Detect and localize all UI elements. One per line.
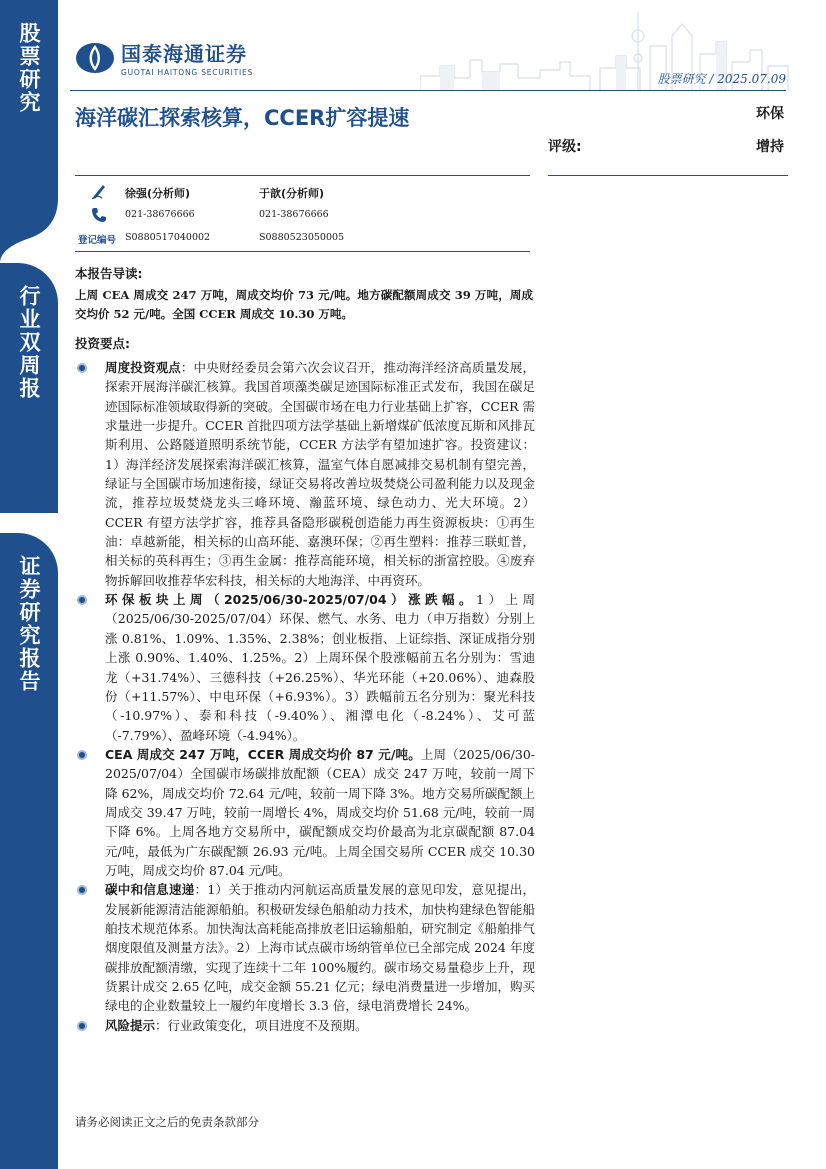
point-lead: CEA 周成交 247 万吨，CCER 周成交均价 87 元/吨。 xyxy=(105,746,421,762)
bullet-dot-icon xyxy=(77,750,87,760)
disclaimer-footer: 请务必阅读正文之后的免责条款部分 xyxy=(75,1115,259,1129)
analyst-phone: 021-38676666 xyxy=(259,209,329,220)
guide-heading: 本报告导读: xyxy=(75,266,143,281)
ribbon-stock-research xyxy=(0,0,58,158)
analyst-registration: S0880517040002 xyxy=(125,232,211,243)
point-text: ：中央财经委员会第六次会议召开，推动海洋经济高质量发展，探索开展海洋碳汇核算。我国首项藻类碳足迹国际标准正式发布，我国在碳足迹国际标准领域取得新的突破。全国碳市场在电力行业基础上扩容，CCER 需求量进一步提升。CCER 首批四项方法学基础上新增煤矿低浓度瓦斯和风排瓦斯利用、公路隧道照明系统节能，CCER 方法学有望加速扩容。投资建议：1）海洋经济发展探索海洋碳汇核算，温室气体自愿减排交易机制有望完善，绿证与全国碳市场加速衔接，绿证交易将改善垃圾焚烧公司盈利能力以及现金流，推荐垃圾焚烧龙头三峰环境、瀚蓝环境、绿色动力、光大环境。2）CCER 有望方法学扩容，推荐具备隐形碳税创造能力再生资源板块：①再生油：卓越新能，相关标的山高环能、嘉澳环保；②再生塑料：推荐三联虹普，相关标的英科再生；③再生金属：推荐高能环境，相关标的浙富控股。④废弃物拆解回收推荐华宏科技，相关标的大地海洋、中再资环。 xyxy=(105,360,535,588)
logo-name-en: GUOTAI HAITONG SECURITIES xyxy=(121,68,254,77)
ribbon-securities-report xyxy=(0,533,58,1169)
analyst-divider-top xyxy=(75,175,530,176)
investment-points-list xyxy=(75,358,535,1035)
rating-divider xyxy=(548,175,788,176)
pen-icon xyxy=(90,182,108,200)
ribbon-label-biweekly: 行业双周报 xyxy=(17,285,41,400)
point-lead: 周度投资观点 xyxy=(105,360,181,375)
rating-label: 评级: xyxy=(548,139,582,155)
bullet-dot-icon xyxy=(77,885,87,895)
industry-label: 环保 xyxy=(756,106,784,122)
point-text: 上周（2025/06/30-2025/07/04）全国碳市场碳排放配额（CEA）成交 247 万吨，较前一周下降 62%，周成交均价 72.64 元/吨，较前一周下降 3%。地方交易所碳配额上周成交 39.47 万吨，较前一周增长 4%，周成交均价 51.68 元/吨，较前一周下降 6%。上周各地方交易所中，碳配额成交均价最高为北京碳配额 87.04 元/吨，最低为广东碳配额 26.93 元/吨。上周全国交易所 CCER 成交 10.30 万吨，周成交均价 87.04 元/吨。 xyxy=(105,746,535,878)
rating-value: 增持 xyxy=(756,139,784,155)
ribbon-label-securities-report: 证券研究报告 xyxy=(17,555,41,693)
bullet-dot-icon xyxy=(77,595,87,605)
ribbon-label-stock-research: 股票研究 xyxy=(17,22,41,114)
point-text: 1）上周（2025/06/30-2025/07/04）环保、燃气、水务、电力（申万指数）分别上涨 0.81%、1.09%、1.35%、2.38%；创业板指、上证综指、深证成指分别上涨 0.90%、1.40%、1.25%。2）上周环保个股涨幅前五名分别为：雪迪龙（+31.74%）、三德科技（+26.25%）、华光环能（+20.06%）、迪森股份（+11.57%）、中电环保（+6.93%）。3）跌幅前五名分别为：聚光科技（-10.97%）、泰和科技（-9.40%）、湘潭电化（-8.24%）、艾可蓝（-7.79%）、盈峰环境（-4.94%）。 xyxy=(105,592,536,743)
list-item xyxy=(75,880,535,1015)
logo-name-cn: 国泰海通证券 xyxy=(121,42,247,66)
point-text: ：行业政策变化，项目进度不及预期。 xyxy=(155,1017,368,1033)
point-lead: 碳中和信息速递 xyxy=(105,882,195,898)
header-divider xyxy=(70,90,786,91)
analyst-phone: 021-38676666 xyxy=(125,209,195,220)
ribbon-curve xyxy=(0,158,58,263)
report-type-date: 股票研究 / 2025.07.09 xyxy=(657,72,786,86)
report-title: 海洋碳汇探索核算，CCER扩容提速 xyxy=(75,106,410,130)
list-item xyxy=(75,1016,535,1035)
list-item xyxy=(75,590,535,745)
list-item xyxy=(75,358,535,590)
point-lead: 环保板块上周（2025/06/30-2025/07/04）涨跌幅。 xyxy=(105,592,477,608)
bullet-dot-icon xyxy=(77,363,87,373)
point-lead: 风险提示 xyxy=(105,1017,156,1033)
bullet-dot-icon xyxy=(77,1021,87,1031)
registration-label: 登记编号 xyxy=(78,235,117,246)
list-item xyxy=(75,745,535,880)
point-text: ：1）关于推动内河航运高质量发展的意见印发，意见提出，发展新能源清洁能源船舶。积极研发绿色船舶动力技术，加快构建绿色智能船舶技术规范体系。加快淘汰高耗能高排放老旧运输船舶，研究制定《船舶排气烟度限值及测量方法》。2）上海市试点碳市场纳管单位已全部完成 2024 年度碳排放配额清缴，实现了连续十二年 100%履约。碳市场交易量稳步上升，现货累计成交 2.65 亿吨，成交金额 55.21 亿元；绿电消费量进一步增加，购买绿电的企业数量较上一履约年度增长 3.3 倍，绿电消费增长 24%。 xyxy=(105,882,535,1014)
company-logo xyxy=(75,38,253,77)
analyst-name: 于歆(分析师) xyxy=(259,187,325,200)
points-heading: 投资要点: xyxy=(75,336,130,351)
logo-mark-icon xyxy=(75,42,115,74)
ribbon-biweekly xyxy=(0,263,58,513)
guide-summary: 上周 CEA 周成交 247 万吨，周成交均价 73 元/吨。地方碳配额周成交 39 万吨，周成交均价 52 元/吨。全国 CCER 周成交 10.30 万吨。 xyxy=(75,288,533,321)
analyst-registration: S0880523050005 xyxy=(259,232,345,243)
analyst-name: 徐强(分析师) xyxy=(125,187,191,200)
phone-icon xyxy=(90,206,108,224)
analyst-divider-bottom xyxy=(75,251,530,252)
